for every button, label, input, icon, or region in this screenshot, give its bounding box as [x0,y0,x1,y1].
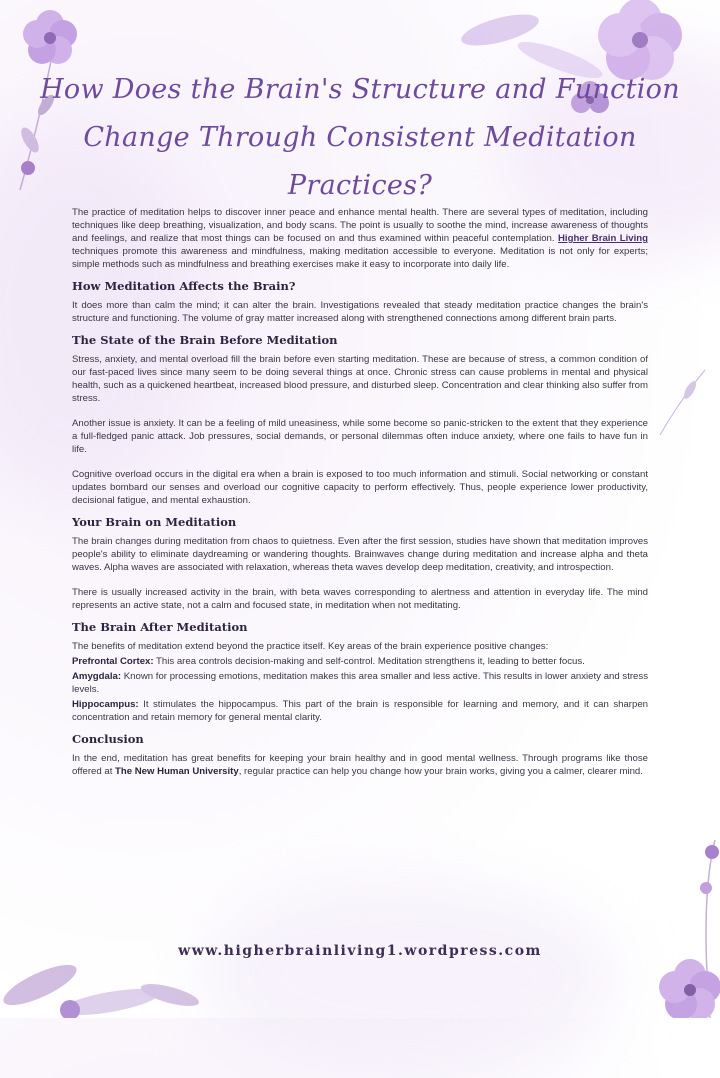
paragraph: The benefits of meditation extend beyond the practice itself. Key areas of the brain experience positive changes: [72,641,549,652]
list-item: Amygdala: Known for processing emotions, meditation makes this area smaller and less active. This results in lower anxiety and stress levels. [72,671,648,695]
article-body [72,206,648,785]
page-title: How Does the Brain's Structure and Function Change Through Consistent Meditation Practices? [40,74,680,201]
intro-paragraph: The practice of meditation helps to discover inner peace and enhance mental health. There are several types of meditation, including techniques like deep breathing, visualization, and body scans. The point is usually to soothe the mind, increase awareness of thoughts and feelings, and realize that most things can be focused on and thus examined within peaceful contemplation. Higher Brain Living techniques promote this awareness and mindfulness, making meditation accessible to everyone. Meditation is not only for experts; simple methods such as mindfulness and breathing exercises make it easy to incorporate into daily life. [72,207,648,270]
paragraph: It does more than calm the mind; it can alter the brain. Investigations revealed that steady meditation practice changes the brain's structure and functioning. The volume of gray matter increased along with strengthened connections among different brain parts. [72,300,648,324]
paragraph: Another issue is anxiety. It can be a feeling of mild uneasiness, while some become so panic-stricken to the extent that they experience a full-fledged panic attack. Job pressures, social demands, or personal dilemmas often induce anxiety, where one fails to have fun in life. [72,418,648,455]
section-heading: The State of the Brain Before Meditation [72,333,338,347]
paragraph: Cognitive overload occurs in the digital era when a brain is exposed to too much information and stimuli. Social networking or constant updates bombard our senses and overload our cognitive capacity to perform effectively. Thus, people experience lower productivity, decisional fatigue, and mental exhaustion. [72,469,648,506]
leaf-icon [650,360,720,440]
section-heading: Your Brain on Meditation [72,515,237,529]
higher-brain-living-link[interactable]: Higher Brain Living [557,233,648,244]
footer-url[interactable]: www.higherbrainliving1.wordpress.com [178,943,542,959]
paragraph: The brain changes during meditation from chaos to quietness. Even after the first session, studies have shown that meditation improves people's ability to eliminate daydreaming or wandering thoughts. Brainwaves change during meditation and increase alpha and theta waves. Alpha waves are associated with relaxation, whereas theta waves develop deep meditation, creativity, and introspection. [72,536,648,573]
list-item: Hippocampus: It stimulates the hippocampus. This part of the brain is responsible for learning and memory, and it can sharpen concentration and retain memory for general mental clarity. [72,699,648,723]
paragraph: In the end, meditation has great benefits for keeping your brain healthy and in good mental wellness. Through programs like those offered at The New Human University, regular practice can help you change how your brain works, giving you a calmer, clearer mind. [72,753,648,777]
section-heading: How Meditation Affects the Brain? [72,279,296,293]
paragraph: Stress, anxiety, and mental overload fill the brain before even starting meditation. These are because of stress, a common condition of our fast-paced lives since many seem to be doing several things at once. Chronic stress can cause problems in mental and physical health, such as a quickened heartbeat, increased blood pressure, and disturbed sleep. Concentration and clear thinking also suffer from stress. [72,354,648,404]
paragraph: There is usually increased activity in the brain, with beta waves corresponding to alertness and attention in everyday life. The mind represents an active state, not a calm and focused state, in meditation when not meditating. [72,587,648,611]
section-heading: Conclusion [72,732,144,746]
flower-icon [640,830,720,1018]
section-heading: The Brain After Meditation [72,620,248,634]
list-item: Prefrontal Cortex: This area controls decision-making and self-control. Meditation strengthens it, leading to better focus. [72,656,585,667]
